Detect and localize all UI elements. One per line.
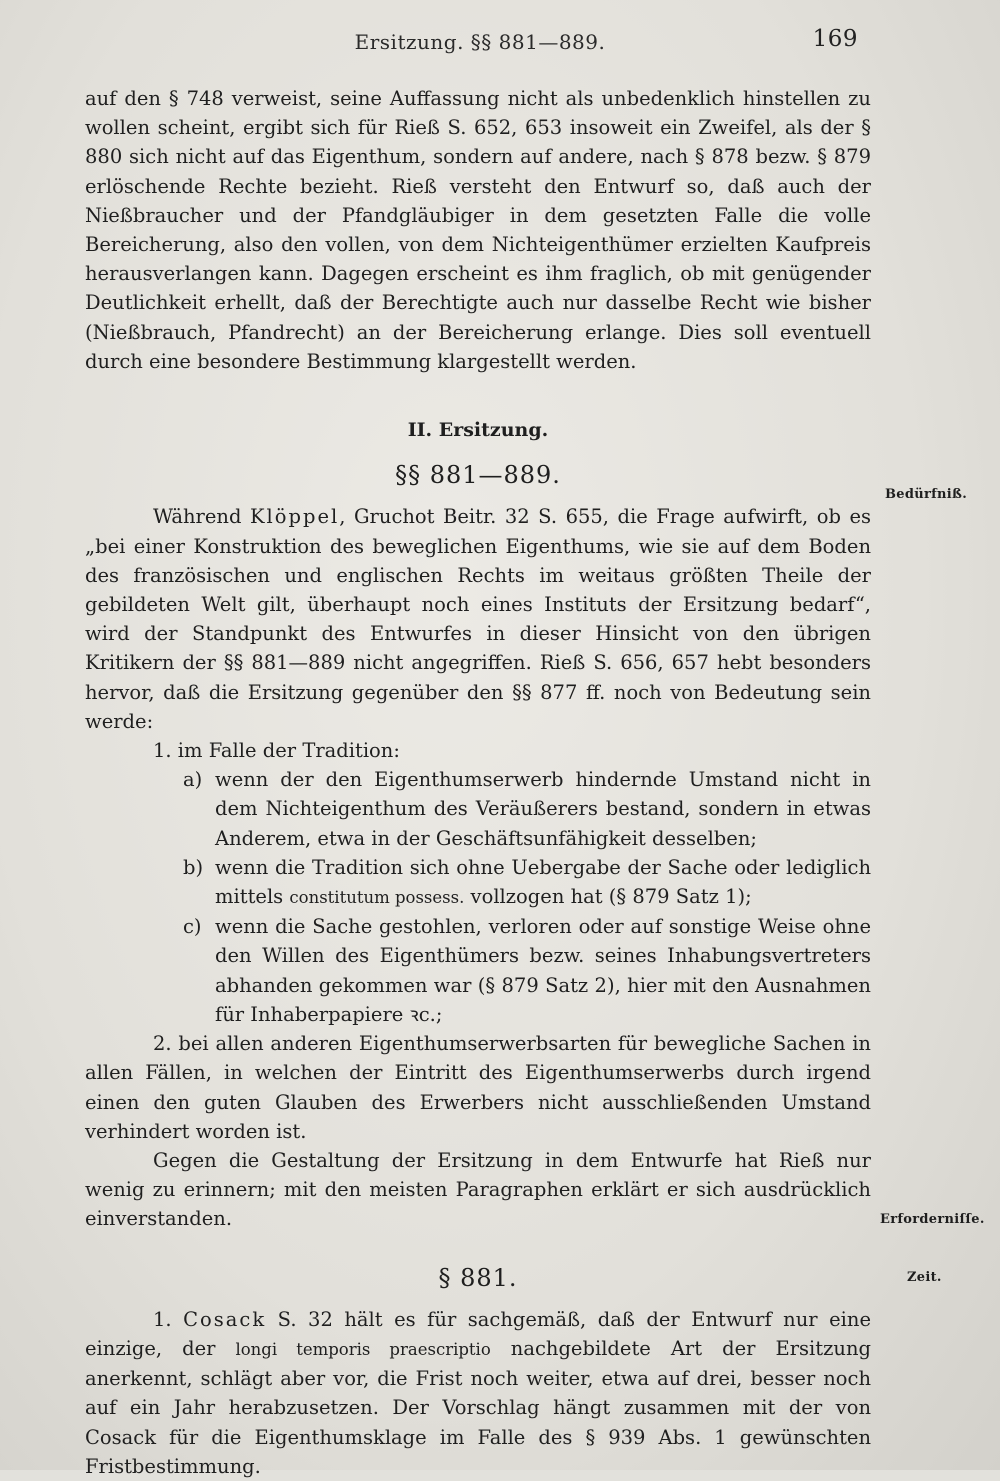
intro-paragraph: auf den § 748 verweist, seine Auffassung nicht als unbedenklich hinstellen zu wollen scheint, ergibt sich für Rieß S. 652, 653 insoweit ein Zweifel, als der § 880 sich nicht auf das Eigenthum, sondern auf andere, nach § 878 bezw. § 879 erlöschende Rechte bezieht. Rieß versteht den Entwurf so, daß auch der Nießbraucher und der Pfandgläubiger in dem gesetzten Falle die volle Bereicherung, also den vollen, von dem Nichteigenthümer erzielten Kaufpreis herausverlangen kann. Dagegen erscheint es ihm fraglich, ob mit genügender Deutlichkeit erhellt, daß der Berechtigte auch nur dasselbe Recht wie bisher (Nießbrauch, Pfandrecht) an der Bereicherung erlange. Dies soll eventuell durch eine besondere Bestimmung klargestellt werden. xyxy=(85,87,871,373)
sub-item-a-label: a) xyxy=(183,768,203,792)
sub-item-a xyxy=(85,765,871,853)
running-title: Ersitzung. §§ 881—889. xyxy=(354,30,606,54)
page-number: 169 xyxy=(812,26,858,52)
margin-note-zeit: Zeit. xyxy=(907,1270,942,1285)
margin-note-beduerfnis: Bedürfniß. xyxy=(885,487,968,502)
page-header xyxy=(0,26,1000,60)
section1-paragraph xyxy=(85,502,871,736)
sub-item-b-label: b) xyxy=(183,855,204,879)
sub-item-c-text: wenn die Sache gestohlen, verloren oder auf sonstige Weise ohne den Willen des Eigenthümers bezw. seines Inhabungsvertreters abhanden gekommen war (§ 879 Satz 2), hier mit den Ausnahmen für Inhaberpapiere ꝛc.; xyxy=(215,915,871,1026)
sub-item-b xyxy=(85,853,871,912)
s2-latin: longi temporis praescriptio xyxy=(235,1339,491,1359)
sub-item-b-end: vollzogen hat (§ 879 Satz 1); xyxy=(464,885,752,909)
s2-mid: S. 32 hält es für sachgemäß, daß der Entwurf nur eine einzige, der xyxy=(85,1307,871,1360)
para-main: , Gruchot Beitr. 32 S. 655, die Frage aufwirft, ob es „bei einer Konstruktion des beweglichen Eigenthums, wie sie auf dem Boden des französischen und englischen Rechts im weitaus größten Theile der gebildeten Welt gilt, überhaupt noch eines Instituts der Ersitzung bedarf“, wird der Standpunkt des Entwurfes in dieser Hinsicht von den übrigen Kritikern der §§ 881—889 nicht angegriffen. Rieß S. 656, 657 hebt besonders hervor, daß die Ersitzung gegenüber den §§ 877 ff. noch von Bedeutung sein werde: xyxy=(85,505,872,733)
paragraph-heading-881-889: §§ 881—889. xyxy=(395,461,561,490)
sub-item-a-text: wenn der den Eigenthumserwerb hindernde Umstand nicht in dem Nichteigenthum des Veräußerers bestand, sondern in etwas Anderem, etwa in der Geschäftsunfähigkeit desselben; xyxy=(215,768,871,850)
paragraph-heading-881: § 881. xyxy=(438,1263,518,1292)
sub-item-b-start: wenn die Tradition sich ohne Uebergabe der Sache oder lediglich mittels xyxy=(215,855,871,909)
sub-item-c xyxy=(85,912,871,1029)
author-name: Klöppel xyxy=(249,505,340,529)
section2-paragraph xyxy=(85,1305,871,1481)
margin-note-erfordernisse: Erforderniſſe. xyxy=(880,1212,985,1227)
section-title: II. Ersitzung. xyxy=(407,419,549,442)
s2-end: nachgebildete Art der Ersitzung anerkennt, schlägt aber vor, die Frist noch weiter, etwa auf drei, besser noch auf ein Jahr herabzusetzen. Der Vorschlag hängt zusammen mit der von Cosack für die Eigenthumsklage im Falle des § 939 Abs. 1 gewünschten Fristbestimmung. xyxy=(85,1336,871,1478)
closing-paragraph: Gegen die Gestaltung der Ersitzung in dem Entwurfe hat Rieß nur wenig zu erinnern; mit den meisten Paragraphen erklärt er sich ausdrücklich einverstanden. xyxy=(85,1148,871,1231)
sub-item-c-label: c) xyxy=(183,915,202,939)
sub-item-b-latin: constitutum possess. xyxy=(289,888,465,908)
s2-start: 1. xyxy=(153,1307,184,1331)
s2-author: Cosack xyxy=(183,1307,267,1331)
page-body xyxy=(85,84,871,1481)
list-item-1: 1. im Falle der Tradition: xyxy=(153,739,400,763)
list-item-2: 2. bei allen anderen Eigenthumserwerbsarten für bewegliche Sachen in allen Fällen, in welchen der Eintritt des Eigenthumserwerbs durch irgend einen den guten Glauben des Erwerbers nicht ausschließenden Umstand verhindert worden ist. xyxy=(85,1032,871,1143)
para-start: Während xyxy=(153,505,250,529)
